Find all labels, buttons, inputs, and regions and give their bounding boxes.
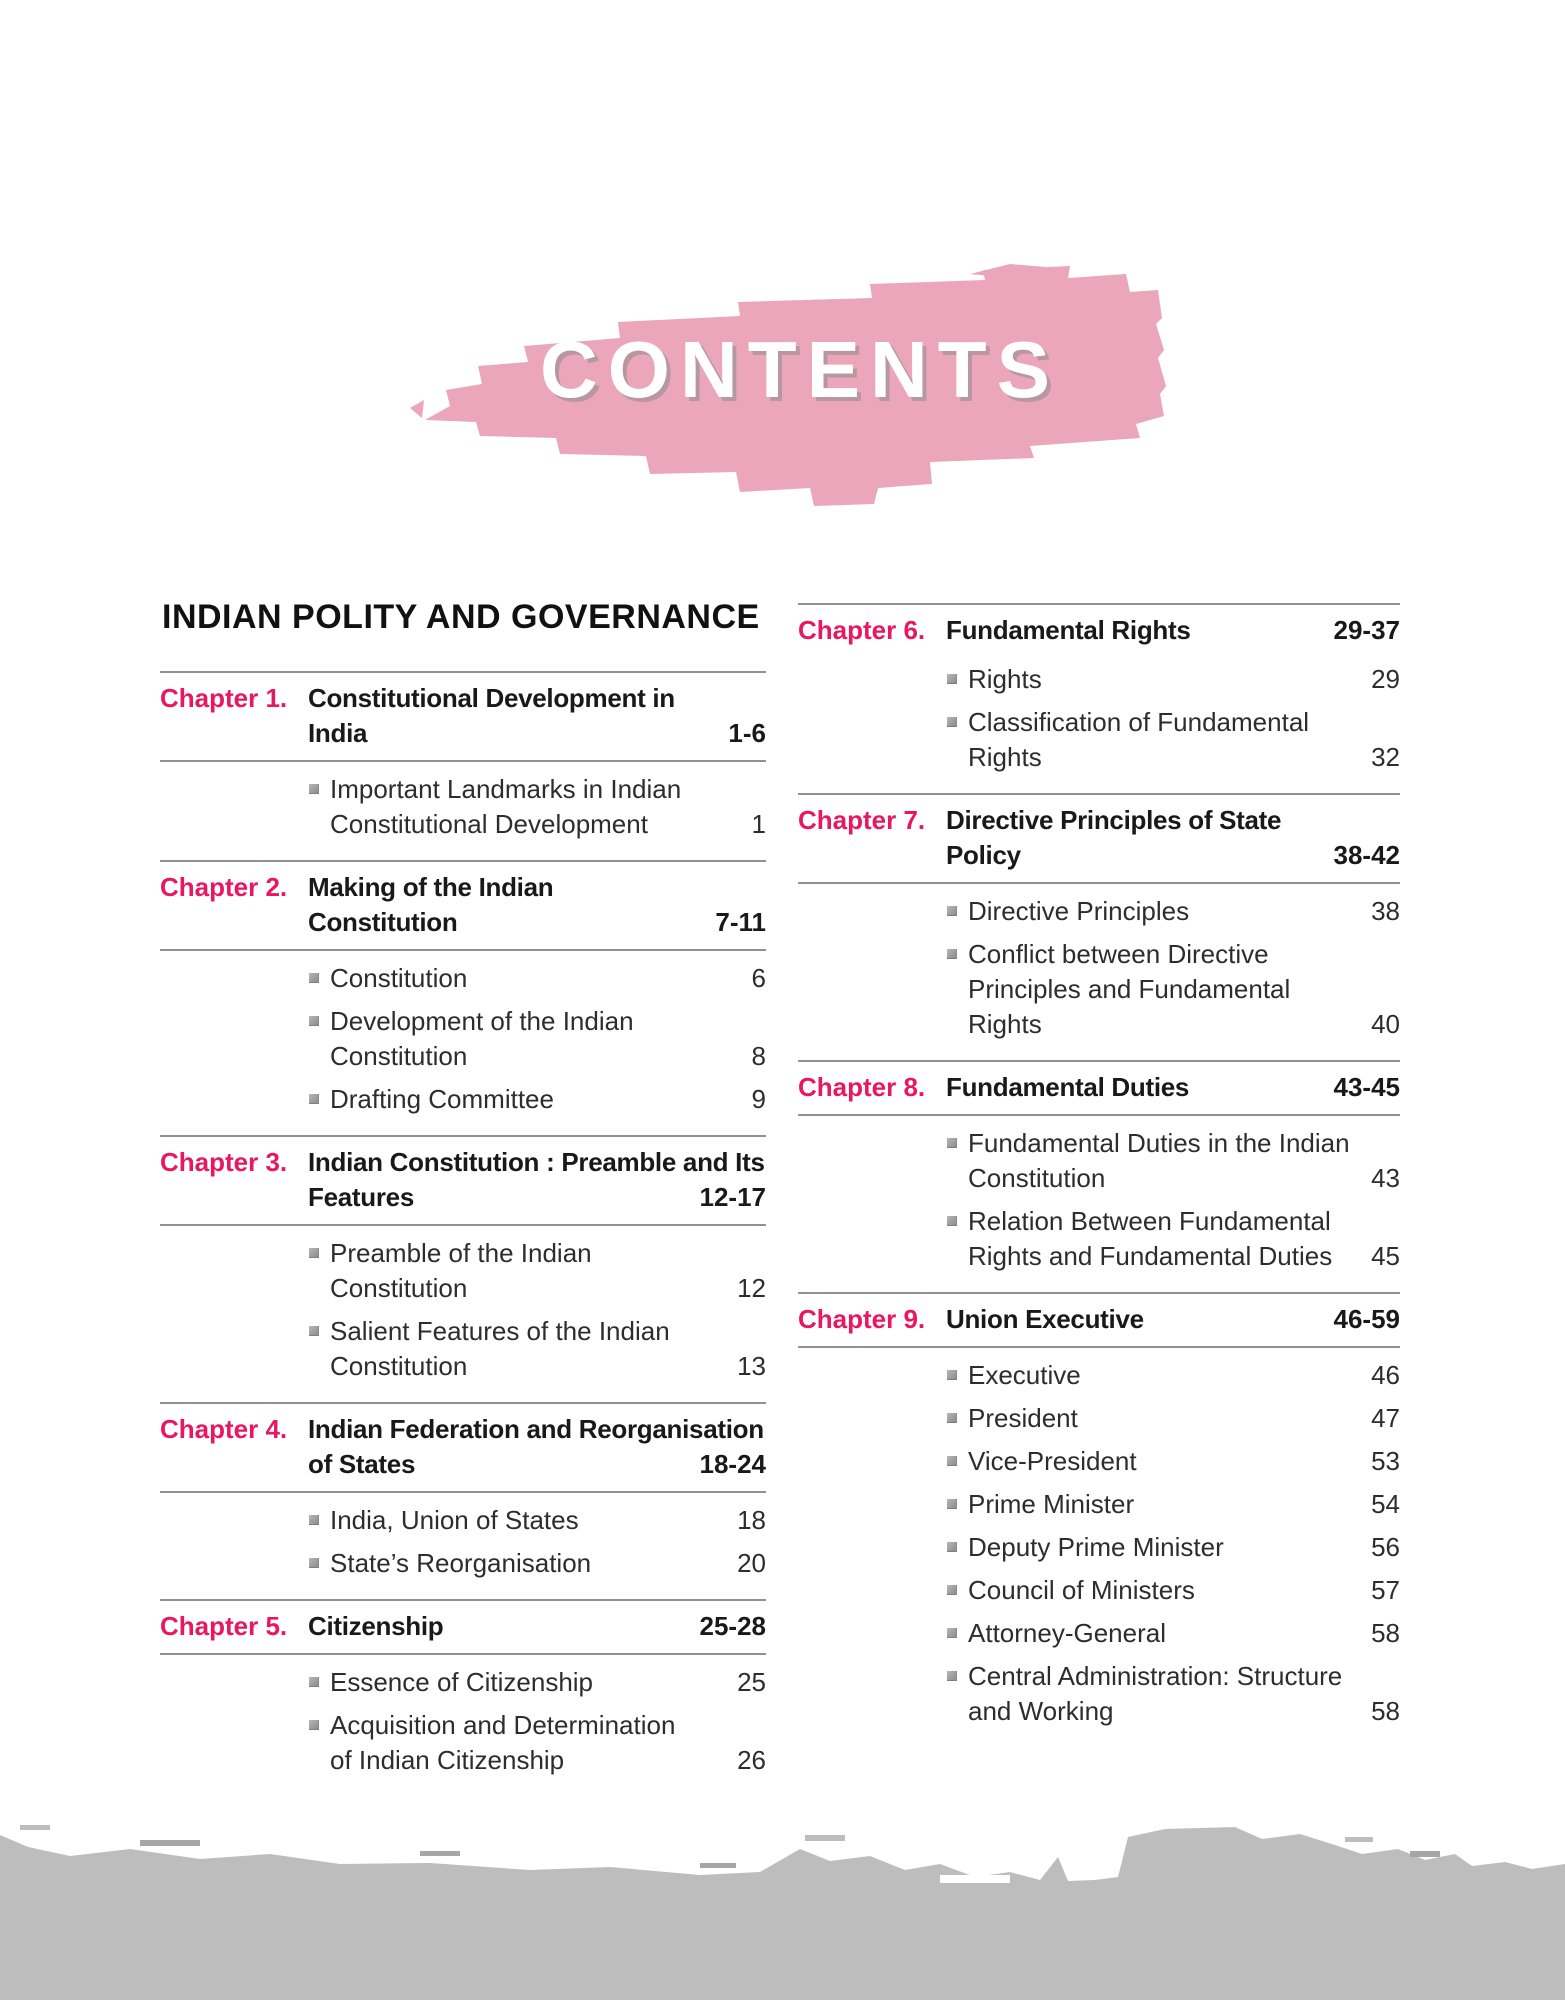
chapter-page-range: 7-11 bbox=[707, 905, 766, 940]
toc-subitem bbox=[946, 1444, 1400, 1479]
toc-column-left bbox=[160, 598, 766, 1796]
square-bullet-icon bbox=[946, 894, 968, 929]
chapter-label: Chapter 7. bbox=[798, 805, 926, 835]
chapter-label: Chapter 2. bbox=[160, 872, 288, 902]
chapter-entry bbox=[160, 860, 766, 1135]
subitem-title bbox=[330, 1004, 766, 1074]
toc-subitem bbox=[946, 1126, 1400, 1196]
subitem-title bbox=[968, 1358, 1400, 1393]
square-bullet-icon bbox=[308, 1314, 330, 1384]
chapter-entry bbox=[798, 793, 1400, 1060]
subitem-title-line: Rights bbox=[968, 742, 1042, 772]
chapter-entry bbox=[160, 671, 766, 860]
subitem-title bbox=[330, 1236, 766, 1306]
subitem-page-number: 20 bbox=[729, 1546, 766, 1581]
square-bullet-icon bbox=[946, 1573, 968, 1608]
toc-subitem bbox=[946, 1616, 1400, 1651]
chapter-label: Chapter 8. bbox=[798, 1072, 926, 1102]
toc-subitem bbox=[308, 1708, 766, 1778]
subitem-title-line: Preamble of the Indian bbox=[330, 1238, 592, 1268]
subitem-title-line: Rights and Fundamental Duties bbox=[968, 1241, 1333, 1271]
subitem-title bbox=[330, 1082, 766, 1117]
chapter-title-line: Features bbox=[308, 1182, 414, 1212]
chapter-header bbox=[798, 1292, 1400, 1348]
subitem-title bbox=[330, 961, 766, 996]
subitem-page-number: 13 bbox=[729, 1349, 766, 1384]
subitem-title-line: Rights bbox=[968, 664, 1042, 694]
subitem-title-line: Essence of Citizenship bbox=[330, 1667, 594, 1697]
chapter-label: Chapter 1. bbox=[160, 683, 288, 713]
chapter-title bbox=[308, 681, 766, 751]
square-bullet-icon bbox=[308, 1082, 330, 1117]
toc-subitem bbox=[946, 937, 1400, 1042]
subitem-title-line: Classification of Fundamental bbox=[968, 707, 1310, 737]
chapter-title-line: Union Executive bbox=[946, 1304, 1144, 1334]
subitem-title bbox=[330, 1546, 766, 1581]
chapter-title-line: Policy bbox=[946, 840, 1021, 870]
chapter-title-wrap bbox=[308, 1609, 766, 1644]
chapter-subitem-list bbox=[160, 762, 766, 860]
subitem-title bbox=[968, 937, 1400, 1042]
subitem-title-line: Prime Minister bbox=[968, 1489, 1135, 1519]
chapter-subitem-list bbox=[798, 884, 1400, 1060]
chapter-page-range: 18-24 bbox=[692, 1447, 767, 1482]
toc-subitem bbox=[308, 1314, 766, 1384]
square-bullet-icon bbox=[946, 1444, 968, 1479]
subitem-page-number: 58 bbox=[1363, 1616, 1400, 1651]
chapter-title-line: Citizenship bbox=[308, 1611, 444, 1641]
subitem-title-line: Vice-President bbox=[968, 1446, 1137, 1476]
subitem-title-line: Relation Between Fundamental bbox=[968, 1206, 1331, 1236]
subitem-title-line: Rights bbox=[968, 1009, 1042, 1039]
toc-subitem bbox=[946, 1401, 1400, 1436]
chapter-title bbox=[308, 870, 766, 940]
toc-subitem bbox=[308, 1236, 766, 1306]
subitem-title bbox=[330, 1708, 766, 1778]
subitem-page-number: 58 bbox=[1363, 1694, 1400, 1729]
subitem-title-line: Important Landmarks in Indian bbox=[330, 774, 682, 804]
chapter-label: Chapter 5. bbox=[160, 1611, 288, 1641]
toc-subitem bbox=[308, 1082, 766, 1117]
subitem-page-number: 8 bbox=[744, 1039, 766, 1074]
chapter-entry bbox=[160, 1402, 766, 1599]
toc-subitem bbox=[308, 961, 766, 996]
chapter-page-range: 29-37 bbox=[1326, 613, 1401, 648]
chapter-page-range: 12-17 bbox=[692, 1180, 767, 1215]
chapter-subitem-list bbox=[160, 1493, 766, 1599]
chapter-page-range: 1-6 bbox=[720, 716, 766, 751]
subitem-title-line: Attorney-General bbox=[968, 1618, 1166, 1648]
chapter-entry bbox=[798, 603, 1400, 793]
chapter-header bbox=[160, 1599, 766, 1655]
subitem-page-number: 26 bbox=[729, 1743, 766, 1778]
chapter-subitem-list bbox=[798, 1348, 1400, 1747]
section-heading: INDIAN POLITY AND GOVERNANCE bbox=[162, 598, 760, 636]
contents-title: CONTENTS bbox=[540, 325, 1060, 414]
subitem-page-number: 57 bbox=[1363, 1573, 1400, 1608]
subitem-page-number: 18 bbox=[729, 1503, 766, 1538]
chapter-page-range: 46-59 bbox=[1326, 1302, 1401, 1337]
chapter-entry bbox=[798, 1060, 1400, 1292]
chapter-header bbox=[160, 860, 766, 951]
toc-subitem bbox=[946, 1204, 1400, 1274]
toc-subitem bbox=[308, 1503, 766, 1538]
subitem-page-number: 12 bbox=[729, 1271, 766, 1306]
chapter-title-wrap bbox=[308, 870, 766, 940]
chapter-subitem-list bbox=[798, 1116, 1400, 1292]
subitem-title-line: Salient Features of the Indian bbox=[330, 1316, 670, 1346]
subitem-title-line: Deputy Prime Minister bbox=[968, 1532, 1224, 1562]
chapter-subitem-list bbox=[160, 1226, 766, 1402]
square-bullet-icon bbox=[946, 705, 968, 775]
chapter-title-line: Indian Federation and Reorganisation bbox=[308, 1414, 764, 1444]
subitem-title bbox=[968, 1530, 1400, 1565]
subitem-title bbox=[968, 1659, 1400, 1729]
square-bullet-icon bbox=[946, 1487, 968, 1522]
subitem-title-line: Development of the Indian bbox=[330, 1006, 634, 1036]
square-bullet-icon bbox=[946, 1358, 968, 1393]
square-bullet-icon bbox=[946, 1204, 968, 1274]
chapter-entry bbox=[160, 1135, 766, 1402]
square-bullet-icon bbox=[308, 772, 330, 842]
chapter-title-line: Constitutional Development in bbox=[308, 683, 675, 713]
square-bullet-icon bbox=[946, 1616, 968, 1651]
toc-subitem bbox=[946, 662, 1400, 697]
chapter-subitem-list bbox=[798, 652, 1400, 793]
subitem-title bbox=[968, 1401, 1400, 1436]
chapter-title-line: of States bbox=[308, 1449, 416, 1479]
subitem-page-number: 32 bbox=[1363, 740, 1400, 775]
chapter-page-range: 38-42 bbox=[1326, 838, 1401, 873]
subitem-title-line: Directive Principles bbox=[968, 896, 1190, 926]
toc-subitem bbox=[946, 705, 1400, 775]
chapter-title-line: Directive Principles of State bbox=[946, 805, 1282, 835]
chapter-title-line: Making of the Indian bbox=[308, 872, 554, 902]
subitem-title bbox=[968, 1204, 1400, 1274]
subitem-title bbox=[330, 1665, 766, 1700]
subitem-title-line: Constitution bbox=[968, 1163, 1106, 1193]
subitem-page-number: 53 bbox=[1363, 1444, 1400, 1479]
subitem-title bbox=[968, 1444, 1400, 1479]
subitem-title bbox=[968, 705, 1400, 775]
square-bullet-icon bbox=[946, 937, 968, 1042]
subitem-title bbox=[330, 1314, 766, 1384]
toc-subitem bbox=[308, 1004, 766, 1074]
subitem-title-line: Constitution bbox=[330, 1273, 468, 1303]
toc-subitem bbox=[946, 1659, 1400, 1729]
square-bullet-icon bbox=[308, 1503, 330, 1538]
toc-subitem bbox=[308, 772, 766, 842]
subitem-title-line: Constitution bbox=[330, 963, 468, 993]
chapter-label: Chapter 9. bbox=[798, 1304, 926, 1334]
bottom-paper-texture bbox=[0, 1823, 1565, 2000]
subitem-page-number: 6 bbox=[744, 961, 766, 996]
square-bullet-icon bbox=[946, 1126, 968, 1196]
toc-subitem bbox=[946, 1530, 1400, 1565]
subitem-title-line: of Indian Citizenship bbox=[330, 1745, 565, 1775]
subitem-page-number: 43 bbox=[1363, 1161, 1400, 1196]
subitem-title bbox=[968, 1487, 1400, 1522]
square-bullet-icon bbox=[946, 1659, 968, 1729]
subitem-title bbox=[968, 894, 1400, 929]
chapter-title-line: Fundamental Rights bbox=[946, 615, 1191, 645]
subitem-title bbox=[968, 1573, 1400, 1608]
chapter-header bbox=[160, 1135, 766, 1226]
square-bullet-icon bbox=[946, 1530, 968, 1565]
subitem-page-number: 1 bbox=[744, 807, 766, 842]
chapter-title-wrap bbox=[946, 1070, 1400, 1105]
subitem-page-number: 56 bbox=[1363, 1530, 1400, 1565]
subitem-page-number: 45 bbox=[1363, 1239, 1400, 1274]
square-bullet-icon bbox=[308, 1708, 330, 1778]
toc-subitem bbox=[946, 1573, 1400, 1608]
chapter-subitem-list bbox=[160, 951, 766, 1135]
chapter-title-line: Indian Constitution : Preamble and Its bbox=[308, 1147, 765, 1177]
square-bullet-icon bbox=[308, 961, 330, 996]
subitem-page-number: 40 bbox=[1363, 1007, 1400, 1042]
toc-subitem bbox=[946, 1487, 1400, 1522]
chapter-title-wrap bbox=[308, 1145, 766, 1215]
subitem-title-line: Central Administration: Structure bbox=[968, 1661, 1343, 1691]
subitem-title-line: Council of Ministers bbox=[968, 1575, 1195, 1605]
square-bullet-icon bbox=[946, 662, 968, 697]
square-bullet-icon bbox=[308, 1546, 330, 1581]
subitem-page-number: 29 bbox=[1363, 662, 1400, 697]
subitem-title bbox=[968, 1616, 1400, 1651]
subitem-title-line: and Working bbox=[968, 1696, 1114, 1726]
chapter-header bbox=[160, 671, 766, 762]
subitem-title-line: Conflict between Directive bbox=[968, 939, 1269, 969]
subitem-page-number: 9 bbox=[744, 1082, 766, 1117]
chapter-label: Chapter 3. bbox=[160, 1147, 288, 1177]
subitem-page-number: 25 bbox=[729, 1665, 766, 1700]
square-bullet-icon bbox=[308, 1236, 330, 1306]
toc-subitem bbox=[946, 1358, 1400, 1393]
subitem-title-line: Drafting Committee bbox=[330, 1084, 554, 1114]
square-bullet-icon bbox=[308, 1665, 330, 1700]
chapter-header bbox=[160, 1402, 766, 1493]
toc-column-right bbox=[798, 603, 1400, 1747]
subitem-title bbox=[330, 1503, 766, 1538]
subitem-title-line: Constitution bbox=[330, 1351, 468, 1381]
chapter-entry bbox=[160, 1599, 766, 1796]
subitem-title-line: Acquisition and Determination bbox=[330, 1710, 676, 1740]
subitem-page-number: 47 bbox=[1363, 1401, 1400, 1436]
subitem-title-line: State’s Reorganisation bbox=[330, 1548, 592, 1578]
chapter-title-wrap bbox=[308, 1412, 766, 1482]
subitem-page-number: 38 bbox=[1363, 894, 1400, 929]
chapter-title-wrap bbox=[946, 803, 1400, 873]
subitem-title-line: Fundamental Duties in the Indian bbox=[968, 1128, 1350, 1158]
subitem-title-line: India, Union of States bbox=[330, 1505, 579, 1535]
subitem-page-number: 46 bbox=[1363, 1358, 1400, 1393]
square-bullet-icon bbox=[308, 1004, 330, 1074]
subitem-title-line: Executive bbox=[968, 1360, 1081, 1390]
chapter-label: Chapter 6. bbox=[798, 615, 926, 645]
toc-subitem bbox=[308, 1665, 766, 1700]
chapter-page-range: 43-45 bbox=[1326, 1070, 1401, 1105]
chapter-title-wrap bbox=[308, 681, 766, 751]
subitem-title bbox=[968, 1126, 1400, 1196]
subitem-page-number: 54 bbox=[1363, 1487, 1400, 1522]
chapter-label: Chapter 4. bbox=[160, 1414, 288, 1444]
subitem-title bbox=[968, 662, 1400, 697]
chapter-title-line: Constitution bbox=[308, 907, 458, 937]
square-bullet-icon bbox=[946, 1401, 968, 1436]
subitem-title-line: President bbox=[968, 1403, 1078, 1433]
toc-subitem bbox=[308, 1546, 766, 1581]
chapter-header bbox=[798, 603, 1400, 652]
subitem-title bbox=[330, 772, 766, 842]
chapter-entry bbox=[798, 1292, 1400, 1747]
chapter-page-range: 25-28 bbox=[692, 1609, 767, 1644]
chapter-title-wrap bbox=[946, 1302, 1400, 1337]
subitem-title-line: Principles and Fundamental bbox=[968, 974, 1291, 1004]
chapter-subitem-list bbox=[160, 1655, 766, 1796]
toc-subitem bbox=[946, 894, 1400, 929]
subitem-title-line: Constitution bbox=[330, 1041, 468, 1071]
subitem-title-line: Constitutional Development bbox=[330, 809, 648, 839]
chapter-header bbox=[798, 1060, 1400, 1116]
chapter-title-line: India bbox=[308, 718, 368, 748]
chapter-title-wrap bbox=[946, 613, 1400, 648]
chapter-header bbox=[798, 793, 1400, 884]
chapter-title-line: Fundamental Duties bbox=[946, 1072, 1190, 1102]
